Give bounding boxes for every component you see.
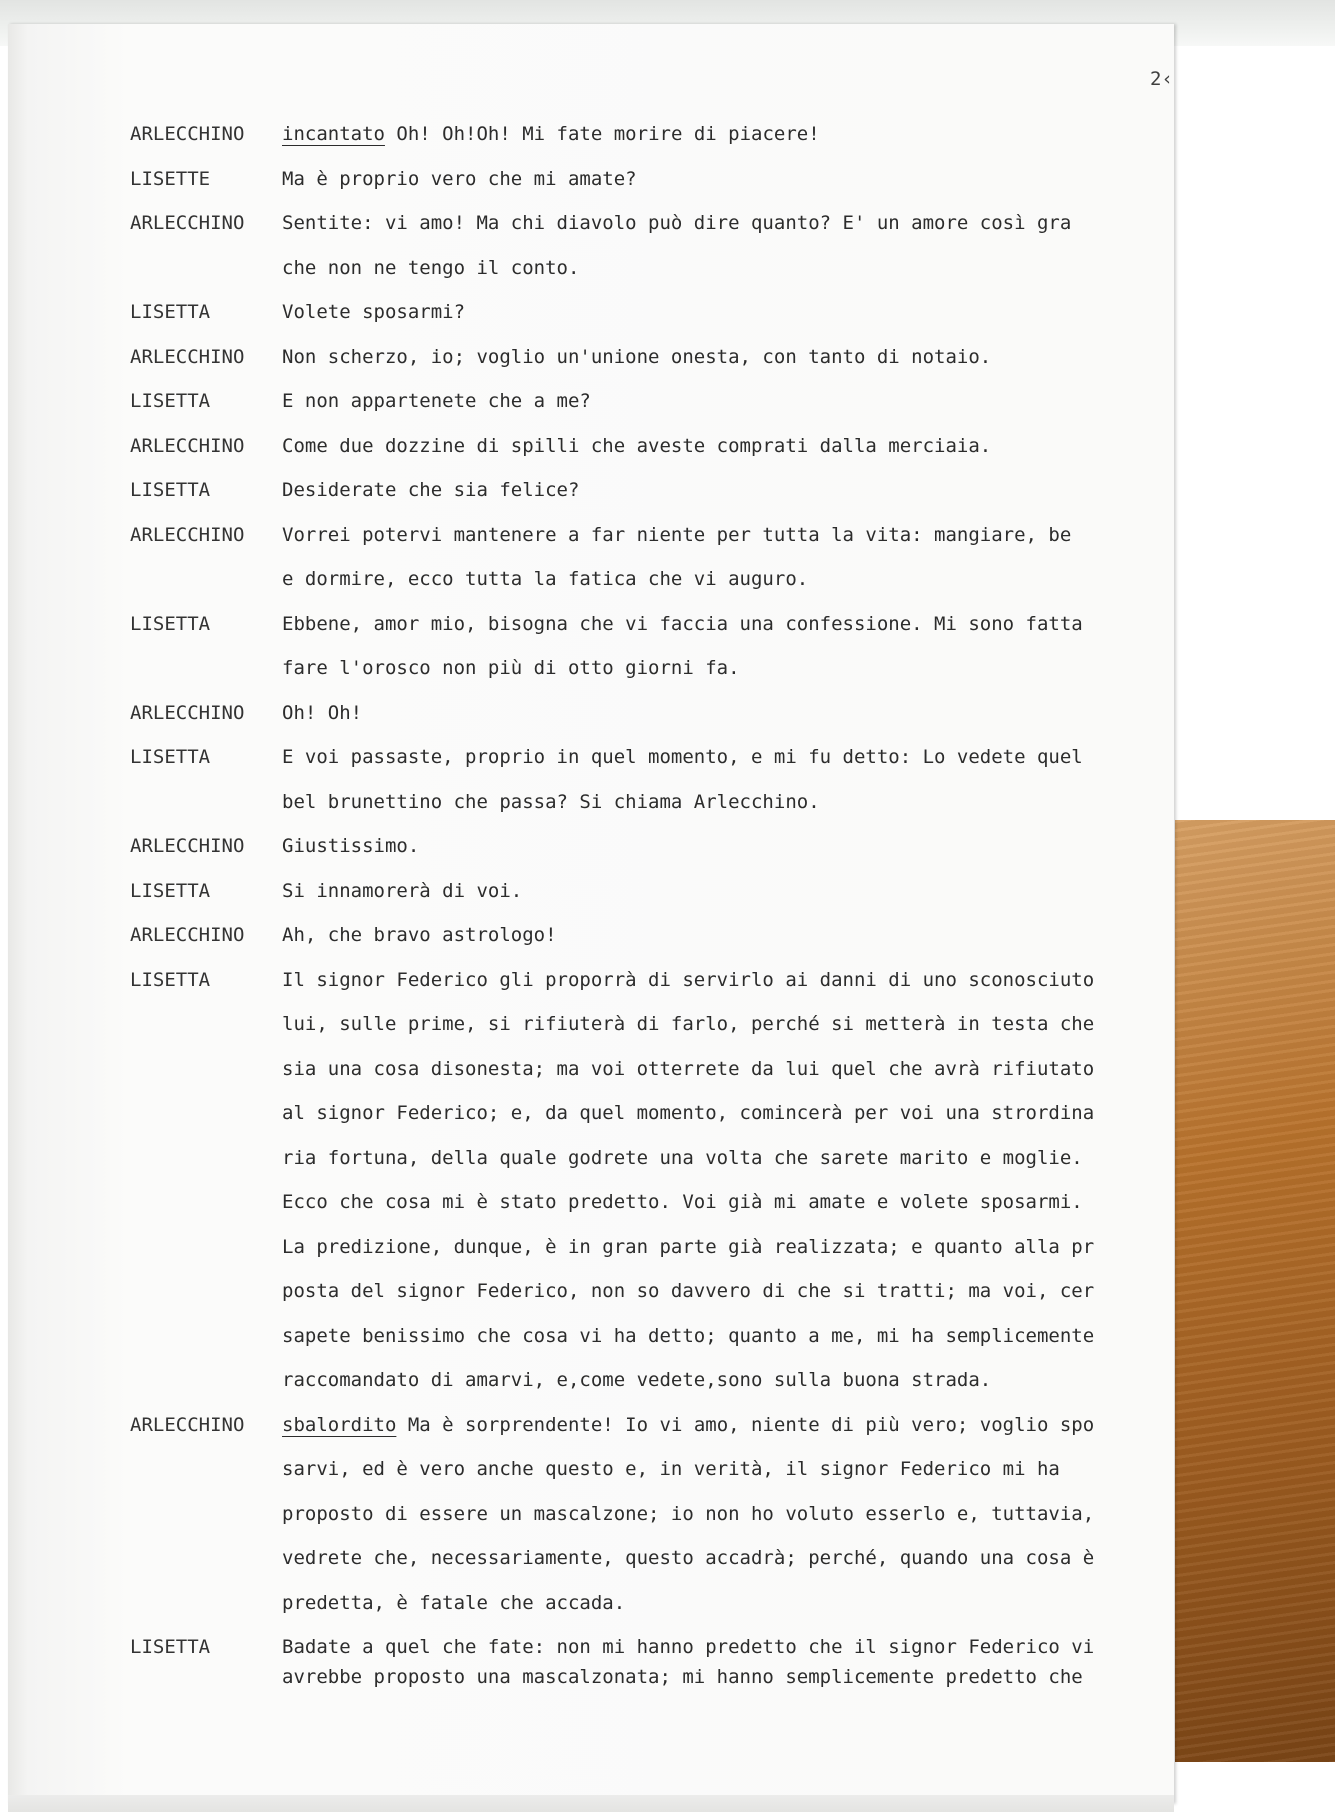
- dialogue-entry: [130, 201, 1170, 290]
- dialogue-line: [282, 1403, 1170, 1448]
- speaker-name: LISETTA: [130, 746, 211, 768]
- speaker-name: ARLECCHINO: [130, 345, 245, 368]
- dialogue-line: Giustissimo.: [282, 835, 420, 857]
- dialogue-entry: [130, 869, 1170, 914]
- dialogue-entry: [130, 602, 1170, 691]
- dialogue-entry: [130, 112, 1170, 157]
- dialogue-line: lui, sulle prime, si rifiuterà di farlo, perché si metterà in testa che: [282, 1013, 1095, 1035]
- dialogue-entry: [130, 913, 1170, 958]
- dialogue-entry: [130, 824, 1170, 869]
- dialogue-line: [282, 112, 1170, 157]
- dialogue-text: [282, 424, 1170, 469]
- speaker-name: LISETTA: [130, 390, 211, 412]
- dialogue-line: Come due dozzine di spilli che aveste comprati dalla merciaia.: [282, 434, 992, 457]
- dialogue-text: [282, 602, 1170, 691]
- dialogue-line: sia una cosa disonesta; ma voi otterrete da lui quel che avrà rifiutato: [282, 1057, 1095, 1080]
- dialogue-line: Il signor Federico gli proporrà di servirlo ai danni di uno sconosciuto: [282, 968, 1095, 991]
- dialogue-entry: [130, 1403, 1170, 1626]
- page-number: 2‹: [1150, 68, 1173, 90]
- dialogue-text: [282, 735, 1170, 824]
- dialogue-line: La predizione, dunque, è in gran parte già realizzata; e quanto alla pr: [282, 1235, 1095, 1258]
- dialogue-entry: [130, 958, 1170, 1403]
- dialogue-text: [282, 913, 1170, 958]
- stage-direction: incantato: [282, 123, 385, 145]
- dialogue-line: E non appartenete che a me?: [282, 390, 591, 412]
- dialogue-line: bel brunettino che passa? Si chiama Arlecchino.: [282, 790, 820, 813]
- speaker-name: ARLECCHINO: [130, 523, 245, 546]
- dialogue-line: raccomandato di amarvi, e,come vedete,sono sulla buona strada.: [282, 1369, 992, 1391]
- line-text: Ma è sorprendente! Io vi amo, niente di più vero; voglio spo: [407, 1413, 1095, 1436]
- speaker-name: LISETTA: [130, 479, 211, 501]
- dialogue-text: [282, 958, 1170, 1403]
- dialogue-text: [282, 157, 1170, 202]
- dialogue-entry: [130, 424, 1170, 469]
- speaker-name: ARLECCHINO: [130, 701, 245, 724]
- dialogue-line: proposto di essere un mascalzone; io non ho voluto esserlo e, tuttavia,: [282, 1502, 1095, 1525]
- dialogue-entry: [130, 335, 1170, 380]
- dialogue-line: fare l'orosco non più di otto giorni fa.: [282, 657, 740, 679]
- dialogue-entry: [130, 379, 1170, 424]
- dialogue-line: ria fortuna, della quale godrete una volta che sarete marito e moglie.: [282, 1146, 1083, 1169]
- speaker-name: ARLECCHINO: [130, 434, 245, 457]
- dialogue-line: predetta, è fatale che accada.: [282, 1591, 626, 1614]
- dialogue-text: [282, 290, 1170, 335]
- dialogue-line: Desiderate che sia felice?: [282, 479, 580, 501]
- speaker-name: ARLECCHINO: [130, 123, 245, 145]
- dialogue-line: avrebbe proposto una mascalzonata; mi hanno semplicemente predetto che: [282, 1666, 1083, 1688]
- dialogue-line: Badate a quel che fate: non mi hanno predetto che il signor Federico vi: [282, 1636, 1095, 1658]
- dialogue-line: Non scherzo, io; voglio un'unione onesta, con tanto di notaio.: [282, 345, 992, 368]
- dialogue-line: Ma è proprio vero che mi amate?: [282, 167, 637, 190]
- dialogue-line: Oh! Oh!: [282, 701, 363, 724]
- page-bottom-edge: [8, 1795, 1174, 1812]
- dialogue-text: [282, 824, 1170, 869]
- speaker-name: ARLECCHINO: [130, 835, 245, 857]
- dialogue-text: [282, 201, 1170, 290]
- dialogue-line: sapete benissimo che cosa vi ha detto; quanto a me, mi ha semplicemente: [282, 1324, 1095, 1347]
- line-text: Oh! Oh!Oh! Mi fate morire di piacere!: [396, 123, 820, 145]
- dialogue-entry: [130, 735, 1170, 824]
- dialogue-text: [282, 379, 1170, 424]
- play-script: [130, 112, 1170, 1692]
- dialogue-text: [282, 869, 1170, 914]
- dialogue-line: Vorrei potervi mantenere a far niente per tutta la vita: mangiare, be: [282, 523, 1072, 546]
- dialogue-entry: [130, 691, 1170, 736]
- speaker-name: LISETTA: [130, 612, 211, 635]
- speaker-name: ARLECCHINO: [130, 212, 245, 234]
- dialogue-line: sarvi, ed è vero anche questo e, in verità, il signor Federico mi ha: [282, 1458, 1060, 1480]
- dialogue-entry: [130, 157, 1170, 202]
- wood-grain-texture: [1175, 820, 1335, 1762]
- dialogue-text: [282, 112, 1170, 157]
- dialogue-line: e dormire, ecco tutta la fatica che vi auguro.: [282, 568, 809, 590]
- dialogue-text: [282, 1632, 1170, 1692]
- dialogue-text: [282, 1403, 1170, 1626]
- dialogue-entry: [130, 290, 1170, 335]
- speaker-name: LISETTE: [130, 167, 211, 190]
- speaker-name: LISETTA: [130, 879, 211, 902]
- dialogue-line: Ah, che bravo astrologo!: [282, 924, 557, 946]
- dialogue-line: Ebbene, amor mio, bisogna che vi faccia una confessione. Mi sono fatta: [282, 612, 1083, 635]
- dialogue-line: che non ne tengo il conto.: [282, 256, 580, 279]
- speaker-name: ARLECCHINO: [130, 1413, 245, 1436]
- speaker-name: ARLECCHINO: [130, 924, 245, 946]
- dialogue-text: [282, 468, 1170, 513]
- dialogue-entry: [130, 513, 1170, 602]
- dialogue-line: posta del signor Federico, non so davvero di che si tratti; ma voi, cer: [282, 1280, 1095, 1302]
- dialogue-line: E voi passaste, proprio in quel momento, e mi fu detto: Lo vedete quel: [282, 746, 1083, 768]
- stage-direction: sbalordito: [282, 1413, 397, 1436]
- dialogue-line: Si innamorerà di voi.: [282, 879, 523, 902]
- speaker-name: LISETTA: [130, 1636, 211, 1658]
- speaker-name: LISETTA: [130, 301, 211, 323]
- dialogue-text: [282, 513, 1170, 602]
- speaker-name: LISETTA: [130, 968, 211, 991]
- dialogue-line: Ecco che cosa mi è stato predetto. Voi già mi amate e volete sposarmi.: [282, 1191, 1083, 1213]
- dialogue-line: al signor Federico; e, da quel momento, comincerà per voi una strordina: [282, 1102, 1095, 1124]
- dialogue-line: Volete sposarmi?: [282, 301, 466, 323]
- dialogue-entry-final: [130, 1632, 1170, 1692]
- dialogue-line: Sentite: vi amo! Ma chi diavolo può dire quanto? E' un amore così gra: [282, 212, 1072, 234]
- dialogue-text: [282, 335, 1170, 380]
- dialogue-text: [282, 691, 1170, 736]
- dialogue-line: vedrete che, necessariamente, questo accadrà; perché, quando una cosa è: [282, 1547, 1095, 1569]
- dialogue-entry: [130, 468, 1170, 513]
